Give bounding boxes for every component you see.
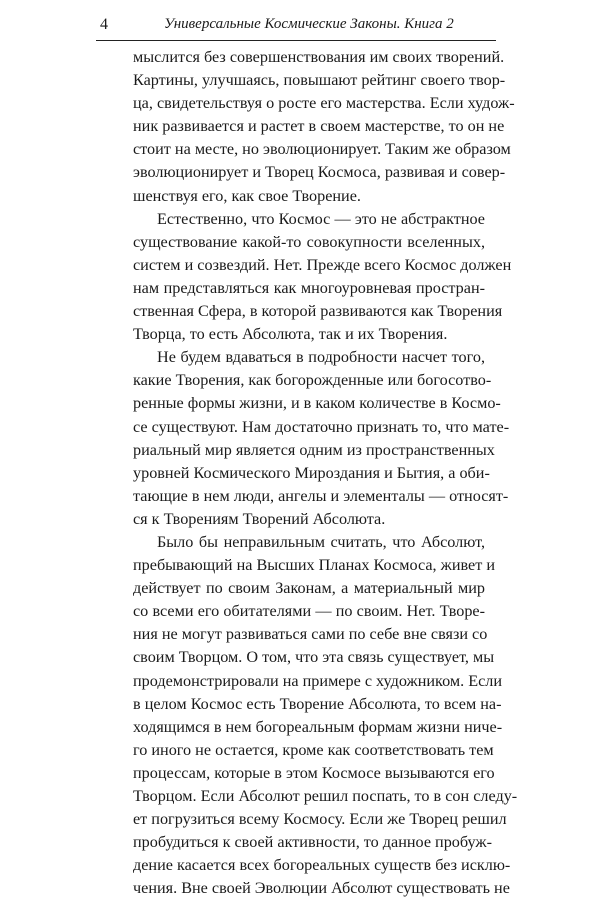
text-line: ца, свидетельствуя о росте его мастерства. Если худож- xyxy=(133,94,515,113)
text-line: своим Творцом. О том, что эта связь существует, мы xyxy=(133,648,495,667)
text-line: мыслится без совершенствования им своих творений. xyxy=(133,48,505,66)
text-line: чения. Вне своей Эволюции Абсолют существовать не xyxy=(133,879,510,898)
text-line: Творцом. Если Абсолют решил поспать, то в сон следу- xyxy=(133,787,518,805)
text-line: Творца, то есть Абсолюта, так и их Творения. xyxy=(133,325,448,344)
text-line: Естественно, что Космос — это не абстрактное xyxy=(157,209,485,228)
paragraph xyxy=(133,346,510,531)
text-line: действует по своим Законам, а материальный мир xyxy=(133,579,485,598)
text-line: ственная Сфера, в которой развиваются как Творения xyxy=(133,302,503,321)
text-line: какие Творения, как богорожденные или богосотво- xyxy=(133,371,492,390)
text-line: Было бы неправильным считать, что Абсолют, xyxy=(157,532,485,551)
text-line: риальный мир является одним из пространственных xyxy=(133,440,495,459)
paragraph xyxy=(133,46,515,208)
text-line: продемонстрировали на примере с художником. Если xyxy=(133,671,503,690)
text-line: се существуют. Нам достаточно признать то, что мате- xyxy=(133,417,510,436)
text-line: ся к Творениям Творений Абсолюта. xyxy=(133,509,386,528)
text-line: дение касается всех богореальных существ без исклю- xyxy=(133,856,511,875)
text-line: нам представляться как многоуровневая простран- xyxy=(133,278,485,297)
text-line: ник развивается и растет в своем мастерстве, то он не xyxy=(133,117,505,136)
text-line: со всеми его обитателями — по своим. Нет. Творе- xyxy=(133,602,485,621)
running-title: Универсальные Космические Законы. Книга 2 xyxy=(164,16,454,32)
text-line: ет погрузиться всему Космосу. Если же Творец решил xyxy=(133,810,507,829)
page-header xyxy=(96,14,496,41)
text-line: шенствуя его, как свое Творение. xyxy=(133,186,361,205)
text-line: уровней Космического Мироздания и Бытия, а оби- xyxy=(133,463,490,482)
paragraph xyxy=(133,208,512,347)
text-line: ренные формы жизни, и в каком количестве в Космо- xyxy=(133,394,501,413)
text-line: Картины, улучшаясь, повышают рейтинг своего твор- xyxy=(133,71,506,90)
text-line: в целом Космос есть Творение Абсолюта, то всем на- xyxy=(133,694,502,713)
text-line: тающие в нем люди, ангелы и элементалы — относят- xyxy=(133,486,509,505)
text-line: го иного не остается, кроме как соответствовать тем xyxy=(133,740,494,759)
text-line: эволюционирует и Творец Космоса, развивая и совер- xyxy=(133,163,506,182)
paragraph xyxy=(133,531,518,900)
text-line: процессам, которые в этом Космосе вызываются его xyxy=(133,763,495,782)
text-line: пробудиться к своей активности, то данное пробуж- xyxy=(133,833,492,852)
text-line: систем и созвездий. Нет. Прежде всего Космос должен xyxy=(133,255,512,274)
text-line: Не будем вдаваться в подробности насчет того, xyxy=(157,348,485,367)
text-line: стоит на месте, но эволюционирует. Таким же образом xyxy=(133,140,511,159)
text-line: существование какой-то совокупности вселенных, xyxy=(133,232,485,251)
page-number: 4 xyxy=(100,16,108,33)
body-text xyxy=(133,46,518,900)
text-line: ходящимся в нем богореальным формам жизни ниче- xyxy=(133,717,503,736)
text-line: пребывающий на Высших Планах Космоса, живет и xyxy=(133,556,495,575)
text-line: ния не могут развиваться сами по себе вне связи со xyxy=(133,625,488,644)
